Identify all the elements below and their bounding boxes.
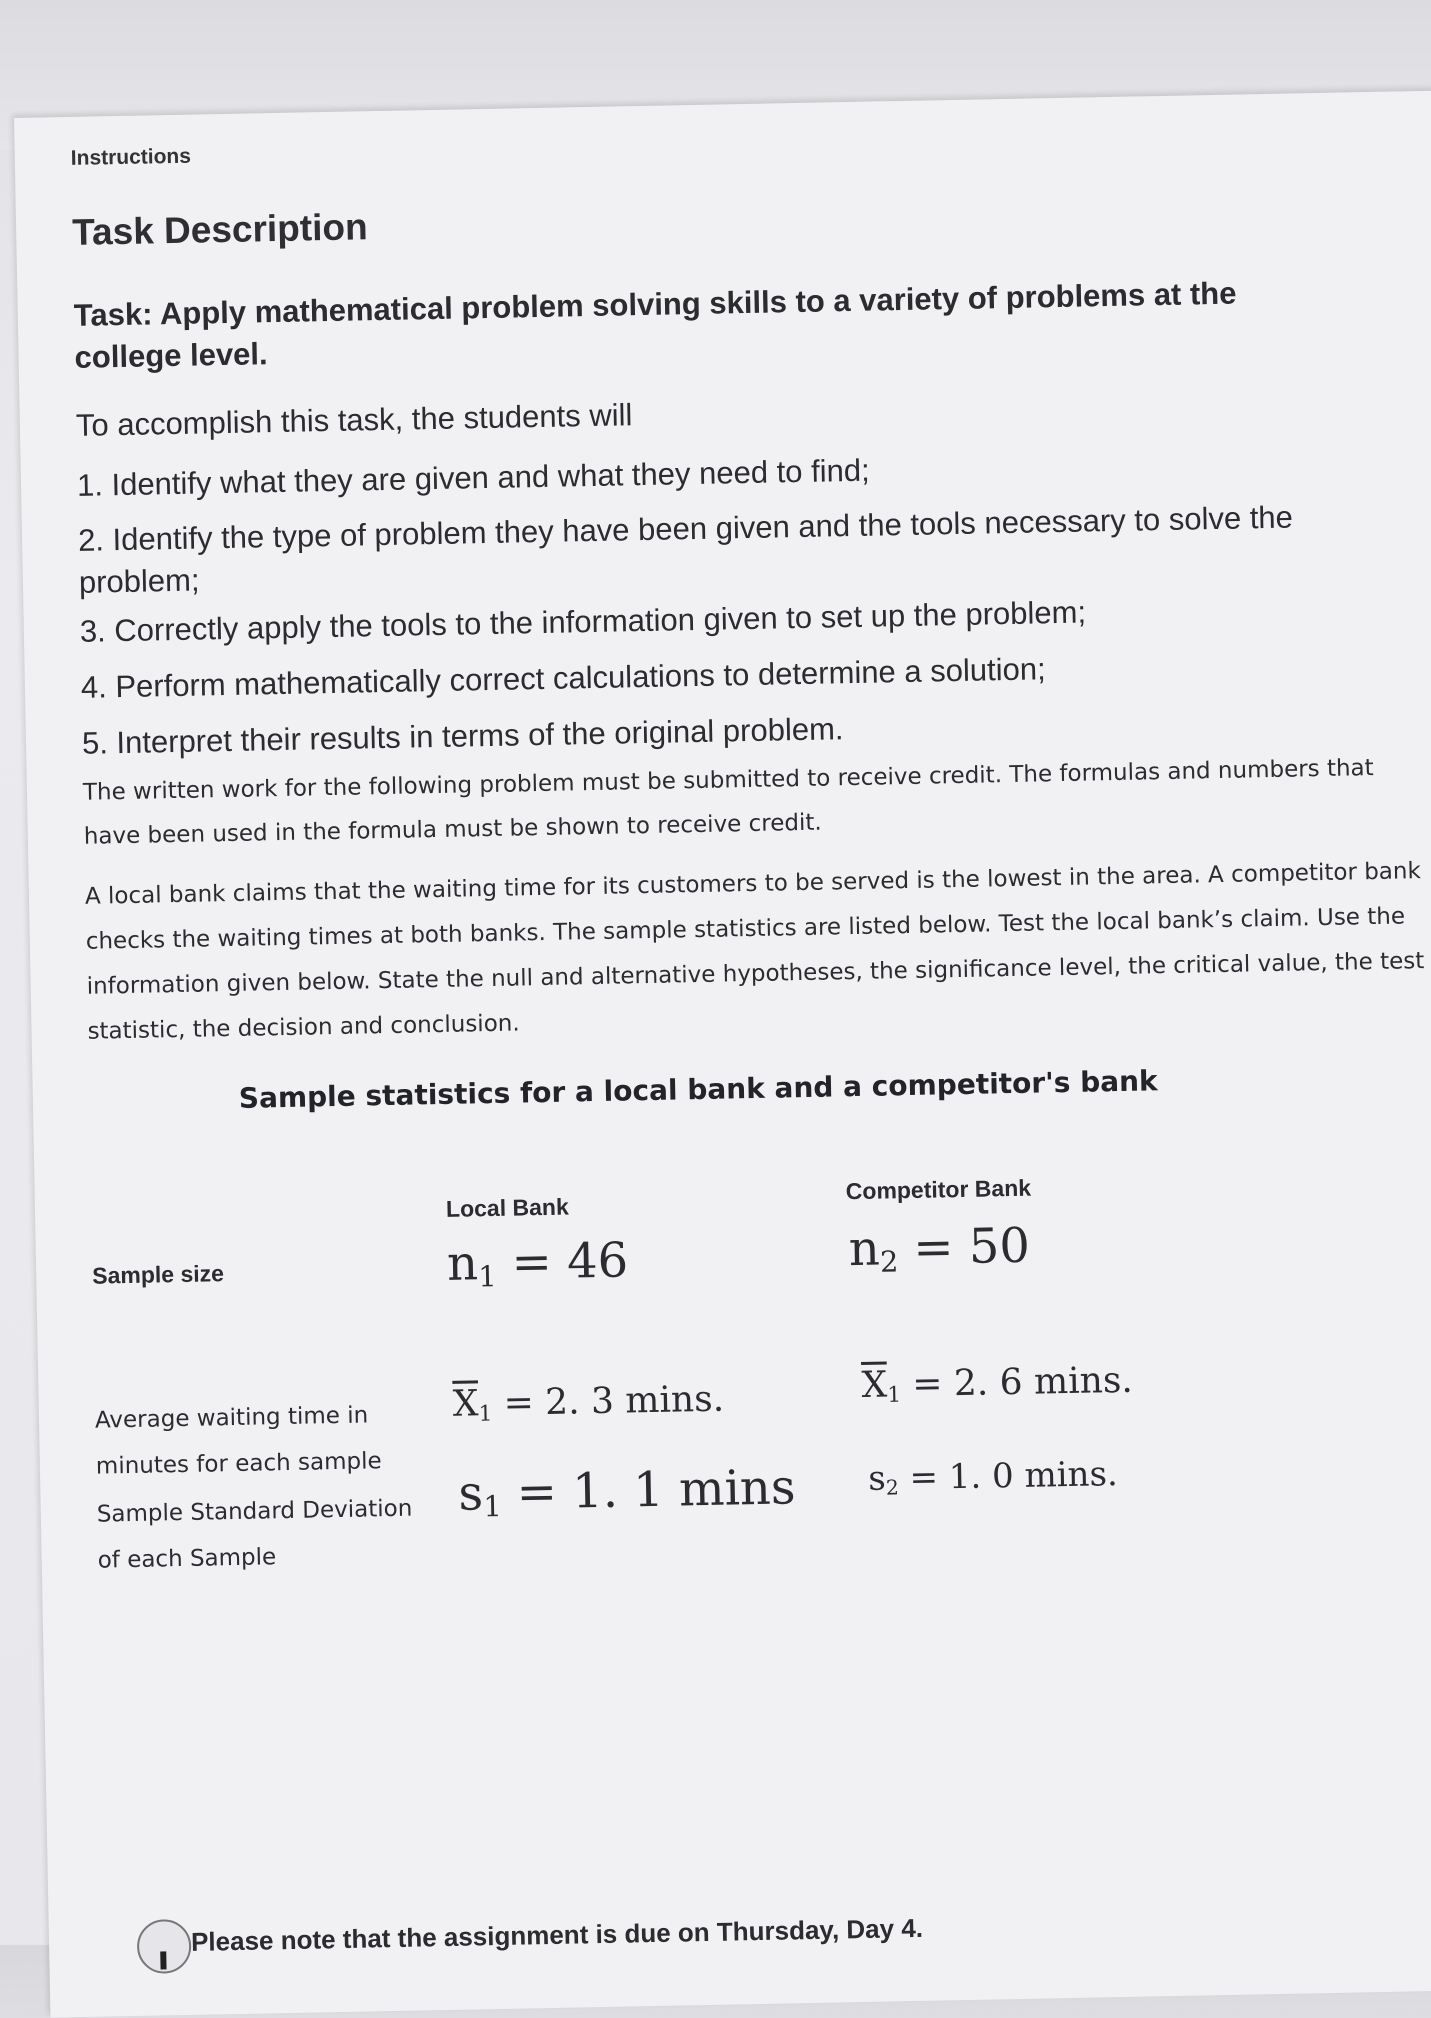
local-mean [452,1379,724,1428]
task-intro: To accomplish this task, the students will [75,397,633,443]
math-value: = 46 [495,1232,629,1291]
math-subscript: 1 [483,1489,503,1524]
math-symbol: $\overline{X}$ [861,1364,888,1406]
step-item: 5. Interpret their results in terms of the original problem. [81,711,844,761]
row-label-std-deviation [96,1486,413,1584]
row-label-average-waiting-time [95,1392,382,1489]
math-value: = 50 [897,1217,1031,1277]
row-label-line: Average waiting time in [94,1402,369,1434]
document-content [70,121,1431,1957]
document-page [14,90,1431,2018]
task-statement: Task: Apply mathematical problem solving skills to a variety of problems at the college level. [73,275,1237,375]
row-label-line: of each Sample [97,1544,277,1574]
col-header-competitor-bank: Competitor Bank [845,1174,1032,1205]
math-subscript: 2 [885,1475,900,1500]
math-symbol: n [446,1235,479,1292]
math-symbol: s [867,1458,887,1499]
math-symbol: s [457,1465,484,1522]
info-icon [137,1919,192,1974]
stats-table-title: Sample statistics for a local bank and a competitor's bank [238,1064,1158,1115]
math-value: = 1. 1 mins [500,1459,796,1521]
math-symbol: n [848,1220,881,1278]
step-item: 3. Correctly apply the tools to the information given to set up the problem; [79,594,1087,649]
step-item: 4. Perform mathematically correct calculations to determine a solution; [80,651,1046,705]
math-subscript: 1 [477,1259,497,1294]
task-description-heading: Task Description [71,206,368,253]
math-subscript: 1 [887,1382,902,1408]
step-item: 2. Identify the type of problem they have been given and the tools necessary to solve the problem; [77,499,1294,600]
local-std-dev [458,1459,796,1524]
row-label-line: minutes for each sample [95,1448,382,1480]
math-subscript: 2 [879,1244,899,1279]
col-header-local-bank: Local Bank [445,1193,569,1222]
competitor-std-dev [868,1454,1118,1500]
math-value: = 2. 6 mins. [900,1359,1134,1406]
row-label-sample-size: Sample size [91,1260,225,1289]
instructions-label: Instructions [70,144,192,170]
due-date-note: Please note that the assignment is due on Thursday, Day 4. [190,1912,924,1957]
math-value: = 1. 0 mins. [898,1454,1119,1499]
math-symbol: $\overline{X}$ [452,1383,479,1425]
problem-statement: A local bank claims that the waiting time for its customers to be served is the lowest in the area. A competitor bank checks the waiting times at both banks. The sample statistics are listed below. Test the local bank’s claim. Use the information given below. State the null and alternative hypotheses, the significance level, the critical value, the test statistic, the decision and conclusion. [84,858,1425,1045]
submission-note: The written work for the following problem must be submitted to receive credit. The formulas and numbers that have been used in the formula must be shown to receive credit. [82,755,1374,850]
competitor-sample-size [848,1218,1030,1280]
step-item: 1. Identify what they are given and what they need to find; [76,452,871,503]
row-label-line: Sample Standard Deviation [96,1495,413,1528]
competitor-mean [861,1360,1133,1409]
math-value: = 2. 3 mins. [491,1378,725,1425]
local-sample-size [447,1232,629,1294]
math-subscript: 1 [478,1401,493,1427]
